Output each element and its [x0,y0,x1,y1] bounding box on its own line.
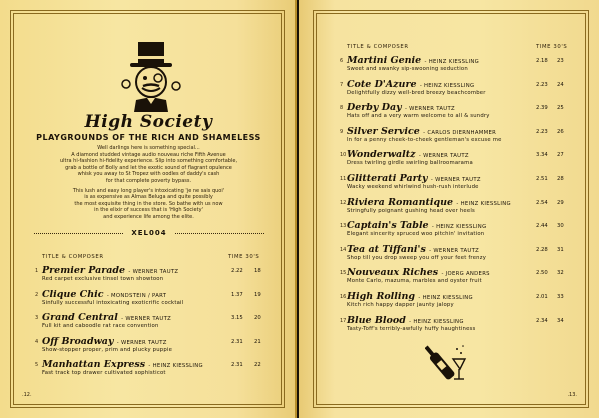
track-cd-number: 18 [254,268,261,274]
track-composer: - JOERG ANDERS [441,271,490,278]
track-cd-number: 34 [557,317,564,324]
track-title: Cote D'Azure - HEINZ KIESSLING [347,78,475,90]
track-duration: 2.54 [536,199,548,206]
track-number: 6 [340,58,344,64]
track-title: Grand Central - WERNER TAUTZ [42,312,172,323]
track-description: Shop till you drop sweep you off your feet frenzy [347,254,487,261]
track-number: 13 [340,223,347,230]
track-composer: - HEINZ KIESSLING [409,318,464,325]
track-description: Red carpet exclusive tinsel town showtoon [42,276,164,282]
champagne-bottle-glass-icon [425,333,471,385]
intro-paragraph-2: This lush and easy long player's intoxicating 'je ne sais quoi' is as expensive as Almas Beluga and quite possibly the most exquisite thing in the store. So bathe with us now in the elixir of success that is 'High Society' and experience life among the elite. [72,187,225,220]
track-row [35,359,267,379]
track-row [340,315,580,335]
track-duration: 2.39 [536,105,548,112]
track-composer: - HEINZ KIESSLING [424,59,480,65]
track-description: Hats off and a very warm welcome to all & sundry [347,113,490,120]
track-cd-number: 20 [254,315,261,321]
track-cd-number: 25 [557,105,564,112]
intro-text [30,145,267,224]
track-row [340,102,580,122]
track-duration: 2.31 [231,338,243,345]
track-composer: - HEINZ KIESSLING [431,224,487,231]
track-row [340,173,580,193]
page-number: .12. [22,392,32,398]
track-row [340,244,580,264]
track-duration: 2.23 [536,81,548,88]
track-composer: - WERNER TAUTZ [116,339,167,346]
track-cd-number: 19 [254,291,261,298]
track-composer: - WERNER TAUTZ [128,269,179,275]
track-number: 1 [35,268,39,274]
track-title: Off Broadway - WERNER TAUTZ [42,335,167,347]
track-row [35,265,267,285]
catalog-divider [34,228,264,238]
track-title: Blue Blood - HEINZ KIESSLING [347,314,464,326]
track-cd-number: 22 [254,362,261,368]
track-duration: 2.50 [536,270,548,277]
track-description: Wacky weekend whirlwind hush-rush interlude [347,184,479,190]
left-page [0,0,297,418]
track-number: 9 [340,128,344,135]
track-description: Delightfully dizzy well-bred breezy beachcomber [347,89,486,96]
top-hat-gentleman-icon [116,40,186,112]
header-title-composer: TITLE & COMPOSER [42,254,104,260]
track-duration: 3.15 [231,315,243,321]
track-row [340,126,580,146]
track-cd-number: 31 [557,246,564,253]
track-row [35,336,267,356]
track-cd-number: 29 [557,199,564,206]
header-time: TIME 30'S [536,44,568,50]
track-composer: - WERNER TAUTZ [430,177,481,183]
track-number: 3 [35,315,39,321]
track-title: Silver Service - CARLOS DIERNHAMMER [347,125,497,137]
track-title: Manhattan Express - HEINZ KIESSLING [42,359,203,370]
track-composer: - WERNER TAUTZ [429,247,480,254]
track-title: Riviera Romantique - HEINZ KIESSLING [347,196,511,208]
track-description: Show-stopper proper, prim and plucky puppie [42,346,173,353]
track-composer: - HEINZ KIESSLING [148,363,203,369]
track-duration: 3.34 [536,152,548,159]
track-title: Derby Day - WERNER TAUTZ [347,102,455,114]
track-title: Glitterati Party - WERNER TAUTZ [347,173,481,184]
track-number: 15 [340,270,347,277]
track-composer: - CARLOS DIERNHAMMER [423,129,497,136]
track-duration: 2.23 [536,128,548,135]
track-row [340,149,580,169]
track-description: Kitch rich happy dapper jaunty jalopy [347,302,454,308]
track-duration: 2.51 [536,176,548,182]
track-number: 2 [35,291,39,298]
track-number: 16 [340,294,347,300]
track-cd-number: 21 [254,338,261,345]
track-title: Premier Parade - WERNER TAUTZ [42,265,179,276]
track-duration: 1.37 [231,291,243,298]
right-page [299,0,599,418]
track-composer: - WERNER TAUTZ [404,106,455,113]
track-cd-number: 33 [557,294,564,300]
track-row [340,291,580,311]
track-duration: 2.18 [536,58,548,64]
track-number: 5 [35,362,39,368]
track-title: Nouveaux Riches - JOERG ANDERS [347,267,490,279]
track-description: Stringfully poignant gushing head over heels [347,207,475,214]
header-title-composer: TITLE & COMPOSER [347,44,409,50]
track-number: 17 [340,317,347,324]
track-number: 7 [340,81,344,88]
track-duration: 2.22 [231,268,243,274]
track-row [35,289,267,309]
page-number: .13. [567,392,577,398]
track-row [340,55,580,75]
track-cd-number: 26 [557,128,564,135]
track-description: Dress twirling girdle swirling ballroomarama [347,160,473,167]
track-composer: - MONDSTEIN / PART [106,292,167,299]
track-composer: - WERNER TAUTZ [418,153,469,160]
catalog-number: XEL004 [131,229,167,237]
track-cd-number: 30 [557,223,564,230]
track-composer: - HEINZ KIESSLING [456,200,511,207]
track-description: Sinfully successful intoxicating exoticrific cocktail [42,299,184,306]
track-composer: - WERNER TAUTZ [121,316,172,322]
track-number: 14 [340,246,347,253]
track-title: Martini Genie - HEINZ KIESSLING [347,55,480,66]
track-number: 4 [35,338,39,345]
track-title: High Rolling - HEINZ KIESSLING [347,291,473,302]
track-description: Sweet and swanky sip-swooning seduction [347,66,468,72]
track-number: 10 [340,152,347,159]
track-duration: 2.28 [536,246,548,253]
track-duration: 2.31 [231,362,243,368]
track-number: 8 [340,105,344,112]
track-description: Full kit and caboodle rat race convention [42,323,159,329]
track-title: Captain's Table - HEINZ KIESSLING [347,220,487,232]
page-title: High Society [84,112,213,132]
track-description: Fast track top drawer cultivated sophisticot [42,370,166,376]
track-title: Tea at Tiffani's - WERNER TAUTZ [347,243,480,255]
track-description: In for a penny cheek-to-cheek gentleman's excuse me [347,136,502,143]
header-time: TIME 30'S [228,254,260,260]
track-composer: - HEINZ KIESSLING [418,295,473,301]
track-row [340,267,580,287]
track-description: Monte Carlo, mazuma, marbles and oyster fruit [347,278,482,285]
track-cd-number: 27 [557,152,564,159]
track-row [340,220,580,240]
track-number: 11 [340,176,347,182]
track-cd-number: 23 [557,58,564,64]
track-description: Tasty-Toff's terribly-awfully huffy haughtiness [347,325,476,332]
track-duration: 2.01 [536,294,548,300]
page-subtitle: PLAYGROUNDS OF THE RICH AND SHAMELESS [36,133,261,142]
track-number: 12 [340,199,347,206]
intro-paragraph-1: Well darlings here is something special... A diamond studded vintage audio nouveau riche Fifth Avenue ultra hi-fashion hi-fidelity experience. Slip into something comfortable, grab a bottle of Bolly and let the exotic sound of flagrant opulence whisk you away to St Tropez with oodles of daddy's cash for that complete poverty bypass. [59,145,238,184]
track-row [35,312,267,332]
track-duration: 2.34 [536,317,548,324]
track-cd-number: 28 [557,176,564,182]
track-composer: - HEINZ KIESSLING [419,82,475,89]
track-title: Wonderwaltz - WERNER TAUTZ [347,149,469,161]
track-row [340,197,580,217]
track-row [340,79,580,99]
track-description: Elegant sincerity spruced woo pitchin' invitation [347,231,485,238]
track-duration: 2.44 [536,223,548,230]
track-cd-number: 32 [557,270,564,277]
track-cd-number: 24 [557,81,564,88]
track-title: Clique Chic - MONDSTEIN / PART [42,288,167,300]
